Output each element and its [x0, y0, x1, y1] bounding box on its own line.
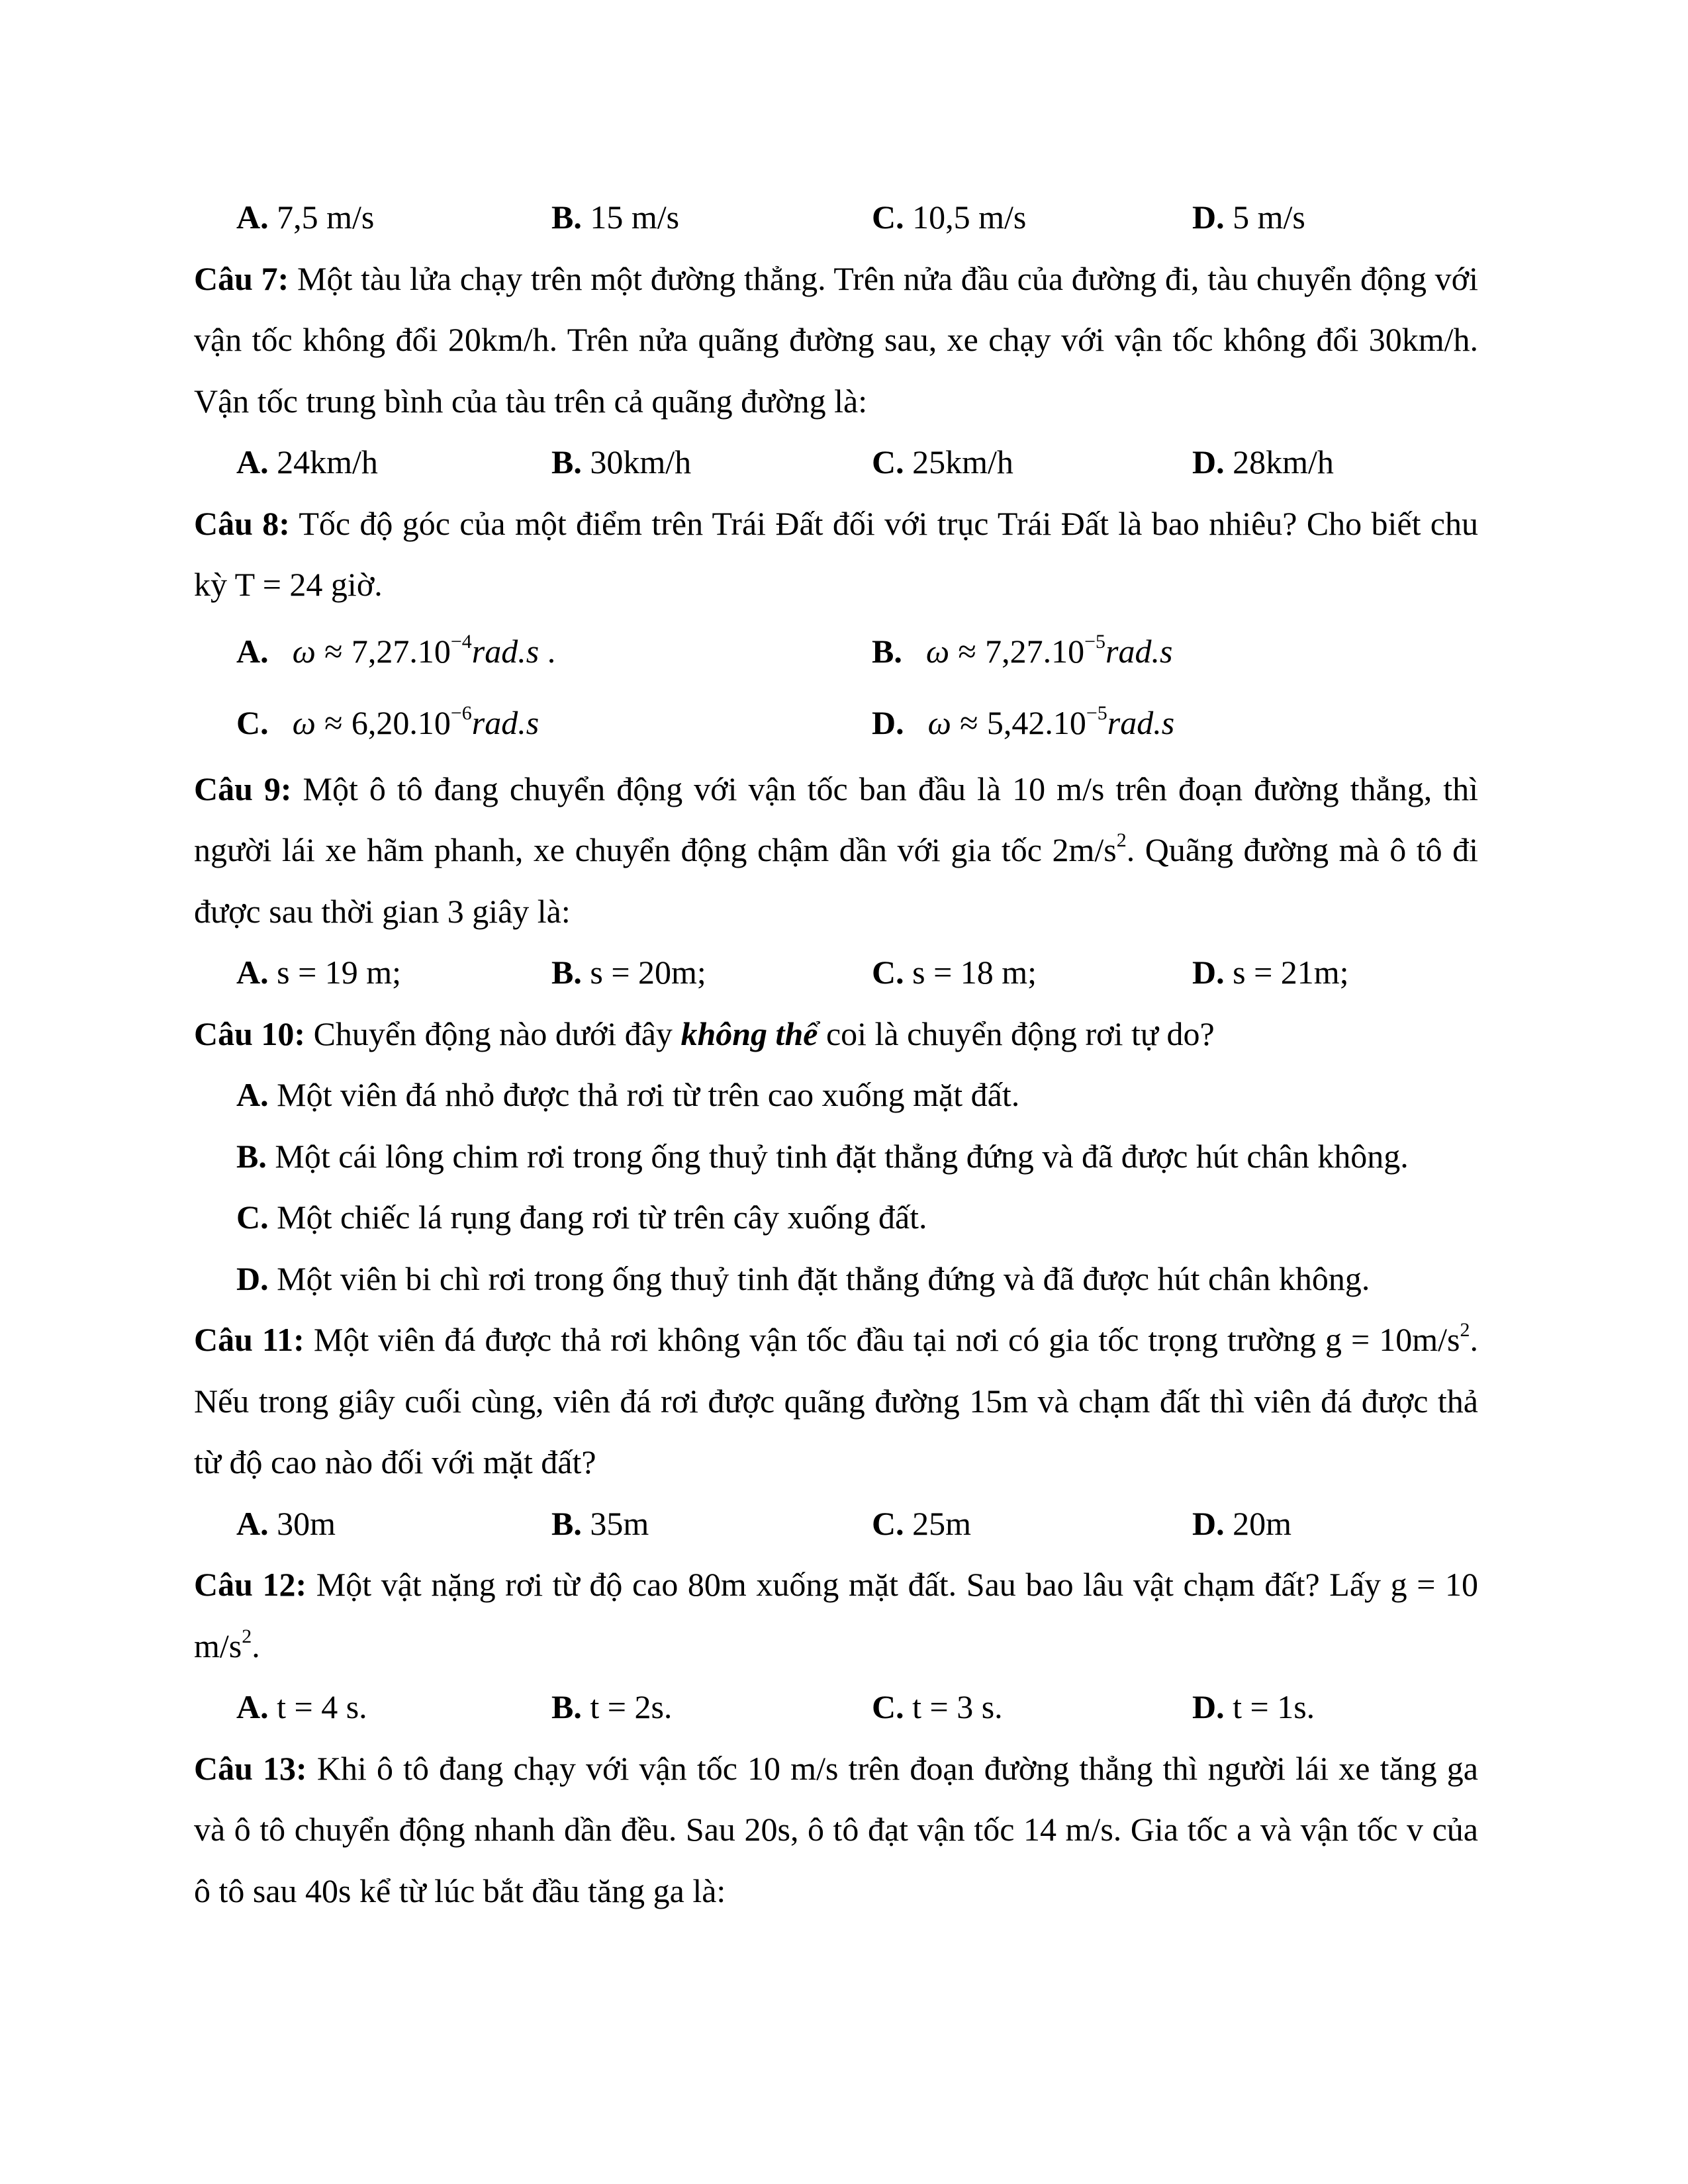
q6-option-b: B. 15 m/s: [551, 199, 680, 236]
q11-option-c: C. 25m: [872, 1504, 972, 1542]
q10-emphasis: không thể: [680, 1015, 818, 1052]
q13-stem: Câu 13: Khi ô tô đang chạy với vận tốc 10 m/s trên đoạn đường thẳng thì người lái xe tăng ga và ô tô chuyển động nhanh dần đều. Sau 20s, ô tô đạt vận tốc 14 m/s. Gia tốc a và vận tốc v của ô tô sau 40s kể từ lúc bắt đầu tăng ga là:: [194, 1749, 1478, 1909]
q7-label: Câu 7:: [194, 259, 289, 297]
q8-option-d: D. $\omega \approx 5,42.10^{-5}rad.s$: [872, 702, 1175, 741]
q12-label: Câu 12:: [194, 1566, 307, 1603]
q10-stem: Câu 10: Chuyển động nào dưới đây không thể coi là chuyển động rơi tự do?: [194, 1015, 1215, 1052]
q12-option-b: B. t = 2s.: [551, 1688, 673, 1725]
q12-option-d: D. t = 1s.: [1192, 1688, 1315, 1725]
q12-option-a: A. t = 4 s.: [236, 1688, 367, 1725]
q10-label: Câu 10:: [194, 1015, 306, 1052]
q12-stem: Câu 12: Một vật nặng rơi từ độ cao 80m xuống mặt đất. Sau bao lâu vật chạm đất? Lấy g = 10 $m/s^2$.: [194, 1566, 1478, 1664]
q10-option-c: C. Một chiếc lá rụng đang rơi từ trên cây xuống đất.: [236, 1199, 927, 1236]
q7-option-a: A. 24km/h: [236, 443, 378, 480]
q6-options: [194, 187, 1478, 248]
q6-option-a: A. 7,5 m/s: [236, 199, 375, 236]
q7-option-b: B. 30km/h: [551, 443, 692, 480]
q9-options: [194, 942, 1478, 1003]
q8-option-a: A. $\omega \approx 7,27.10^{-4}rad.s$ .: [236, 630, 556, 670]
q13-label: Câu 13:: [194, 1749, 307, 1787]
q11-options: [194, 1493, 1478, 1555]
q7-option-d: D. 28km/h: [1192, 443, 1334, 480]
q7-options: [194, 432, 1478, 493]
q9-option-b: B. s = 20m;: [551, 954, 706, 991]
q9-label: Câu 9:: [194, 770, 292, 807]
q12-option-c: C. t = 3 s.: [872, 1688, 1003, 1725]
q9-option-c: C. s = 18 m;: [872, 954, 1037, 991]
q9-option-a: A. s = 19 m;: [236, 954, 402, 991]
q7-option-c: C. 25km/h: [872, 443, 1013, 480]
q11-option-d: D. 20m: [1192, 1504, 1292, 1542]
q12-options: [194, 1676, 1478, 1738]
q11-option-a: A. 30m: [236, 1504, 336, 1542]
exam-page: [194, 187, 1478, 1921]
q11-stem: Câu 11: Một viên đá được thả rơi không vận tốc đầu tại nơi có gia tốc trọng trường $g = 10m/s^2$. Nếu trong giây cuối cùng, viên đá rơi được quãng đường 15m và chạm đất thì viên đá được thả từ độ cao nào đối với mặt đất?: [194, 1319, 1478, 1480]
q9-stem: Câu 9: Một ô tô đang chuyển động với vận tốc ban đầu là 10 m/s trên đoạn đường thẳng, thì người lái xe hãm phanh, xe chuyển động chậm dần với gia tốc $2m/s^2$. Quãng đường mà ô tô đi được sau thời gian 3 giây là:: [194, 770, 1478, 930]
q10-option-a: A. Một viên đá nhỏ được thả rơi từ trên cao xuống mặt đất.: [236, 1076, 1020, 1113]
q11-option-b: B. 35m: [551, 1504, 649, 1542]
q8-options-row-1: [194, 615, 1478, 687]
q9-option-d: D. s = 21m;: [1192, 954, 1349, 991]
q6-option-d: D. 5 m/s: [1192, 199, 1305, 236]
q6-option-c: C. 10,5 m/s: [872, 199, 1027, 236]
q8-stem: Câu 8: Tốc độ góc của một điểm trên Trái Đất đối với trục Trái Đất là bao nhiêu? Cho biết chu kỳ T = 24 giờ.: [194, 504, 1478, 603]
q8-options-row-2: [194, 687, 1478, 758]
q8-option-c: C. $\omega \approx 6,20.10^{-6}rad.s$: [236, 702, 539, 741]
q10-option-b: B. Một cái lông chim rơi trong ống thuỷ tinh đặt thẳng đứng và đã được hút chân không.: [236, 1137, 1409, 1175]
q10-option-d: D. Một viên bi chì rơi trong ống thuỷ tinh đặt thẳng đứng và đã được hút chân không.: [236, 1259, 1370, 1297]
q8-option-b: B. $\omega \approx 7,27.10^{-5}rad.s$: [872, 630, 1173, 670]
q8-label: Câu 8:: [194, 504, 290, 542]
q7-stem: Câu 7: Một tàu lửa chạy trên một đường thẳng. Trên nửa đầu của đường đi, tàu chuyển động với vận tốc không đổi 20km/h. Trên nửa quãng đường sau, xe chạy với vận tốc không đổi 30km/h. Vận tốc trung bình của tàu trên cả quãng đường là:: [194, 259, 1478, 420]
q11-label: Câu 11:: [194, 1321, 305, 1358]
